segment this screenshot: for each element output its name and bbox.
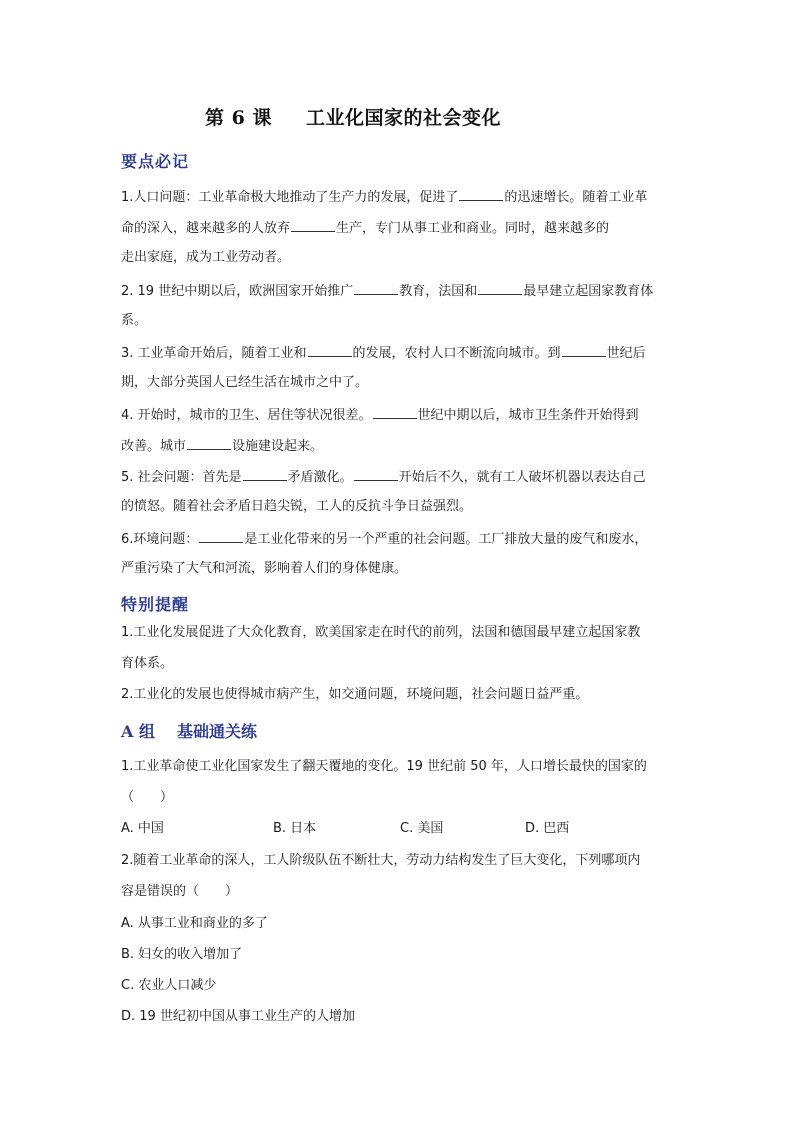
text-line: 育体系。	[121, 656, 174, 671]
text-line: 系。	[121, 313, 148, 328]
page-title	[205, 103, 501, 130]
fill-blank	[354, 282, 398, 295]
fill-blank	[459, 188, 503, 201]
text-line: 命的深入，越来越多的人放弃 生产，专门从事工业和商业。同时，越来越多的	[121, 221, 610, 236]
lesson-name: 工业化国家的社会变化	[305, 107, 501, 129]
fill-blank	[291, 219, 335, 232]
section-key-points: 要点必记	[121, 152, 190, 171]
text-line: 1.工业化发展促进了大众化教育，欧美国家走在时代的前列，法国和德国最早建立起国家教	[121, 625, 641, 640]
option-d: D. 巴西	[525, 821, 570, 836]
fill-blank	[478, 282, 522, 295]
option-b: B. 日本	[273, 821, 317, 836]
question-1: 1.工业革命使工业化国家发生了翻天覆地的变化。19 世纪前 50 年，人口增长最快的国家的	[121, 759, 647, 774]
text-line: 严重污染了大气和河流，影响着人们的身体健康。	[121, 561, 408, 576]
option-a: A. 从事工业和商业的多了	[121, 916, 268, 931]
lesson-number: 第 6 课	[205, 107, 272, 129]
section-group-a: A 组 基础通关练	[121, 722, 258, 741]
text-line: 1.人口问题：工业革命极大地推动了生产力的发展，促进了 的迅速增长。随着工业革	[121, 190, 648, 205]
fill-blank	[199, 530, 243, 543]
text-line: 2.工业化的发展也使得城市病产生，如交通问题，环境问题，社会问题日益严重。	[121, 687, 589, 702]
question-2: 2.随着工业革命的深人，工人阶级队伍不断壮大，劳动力结构发生了巨大变化，下列哪项内	[121, 853, 641, 868]
option-c: C. 农业人口减少	[121, 978, 217, 993]
fill-blank	[562, 344, 606, 357]
option-a: A. 中国	[121, 821, 164, 836]
text-line: 的愤怒。随着社会矛盾日趋尖锐，工人的反抗斗争日益强烈。	[121, 499, 473, 514]
option-d: D. 19 世纪初中国从事工业生产的人增加	[121, 1009, 355, 1024]
option-b: B. 妇女的收入增加了	[121, 947, 243, 962]
text-line: 容是错误的（ ）	[121, 884, 239, 899]
text-line: 5. 社会问题：首先是 矛盾激化。 开始后不久，就有工人破坏机器以表达自己	[121, 470, 646, 485]
fill-blank	[308, 344, 352, 357]
text-line: 走出家庭，成为工业劳动者。	[121, 250, 291, 265]
text-line: 6.环境问题： 是工业化带来的另一个严重的社会问题。工厂排放大量的废气和废水，	[121, 532, 648, 547]
text-line: 改善。城市 设施建设起来。	[121, 439, 324, 454]
answer-bracket: （ ）	[121, 790, 174, 805]
text-line: 4. 开始时，城市的卫生、居住等状况很差。 世纪中期以后，城市卫生条件开始得到	[121, 408, 639, 423]
fill-blank	[243, 468, 287, 481]
section-reminder: 特别提醒	[121, 595, 190, 614]
option-c: C. 美国	[400, 821, 444, 836]
fill-blank	[354, 468, 398, 481]
text-line: 期，大部分英国人已经生活在城市之中了。	[121, 375, 369, 390]
text-line: 2. 19 世纪中期以后，欧洲国家开始推广 教育，法国和 最早建立起国家教育体	[121, 284, 654, 299]
text-line: 3. 工业革命开始后，随着工业和 的发展，农村人口不断流向城市。到 世纪后	[121, 346, 646, 361]
fill-blank	[187, 437, 231, 450]
fill-blank	[373, 406, 417, 419]
